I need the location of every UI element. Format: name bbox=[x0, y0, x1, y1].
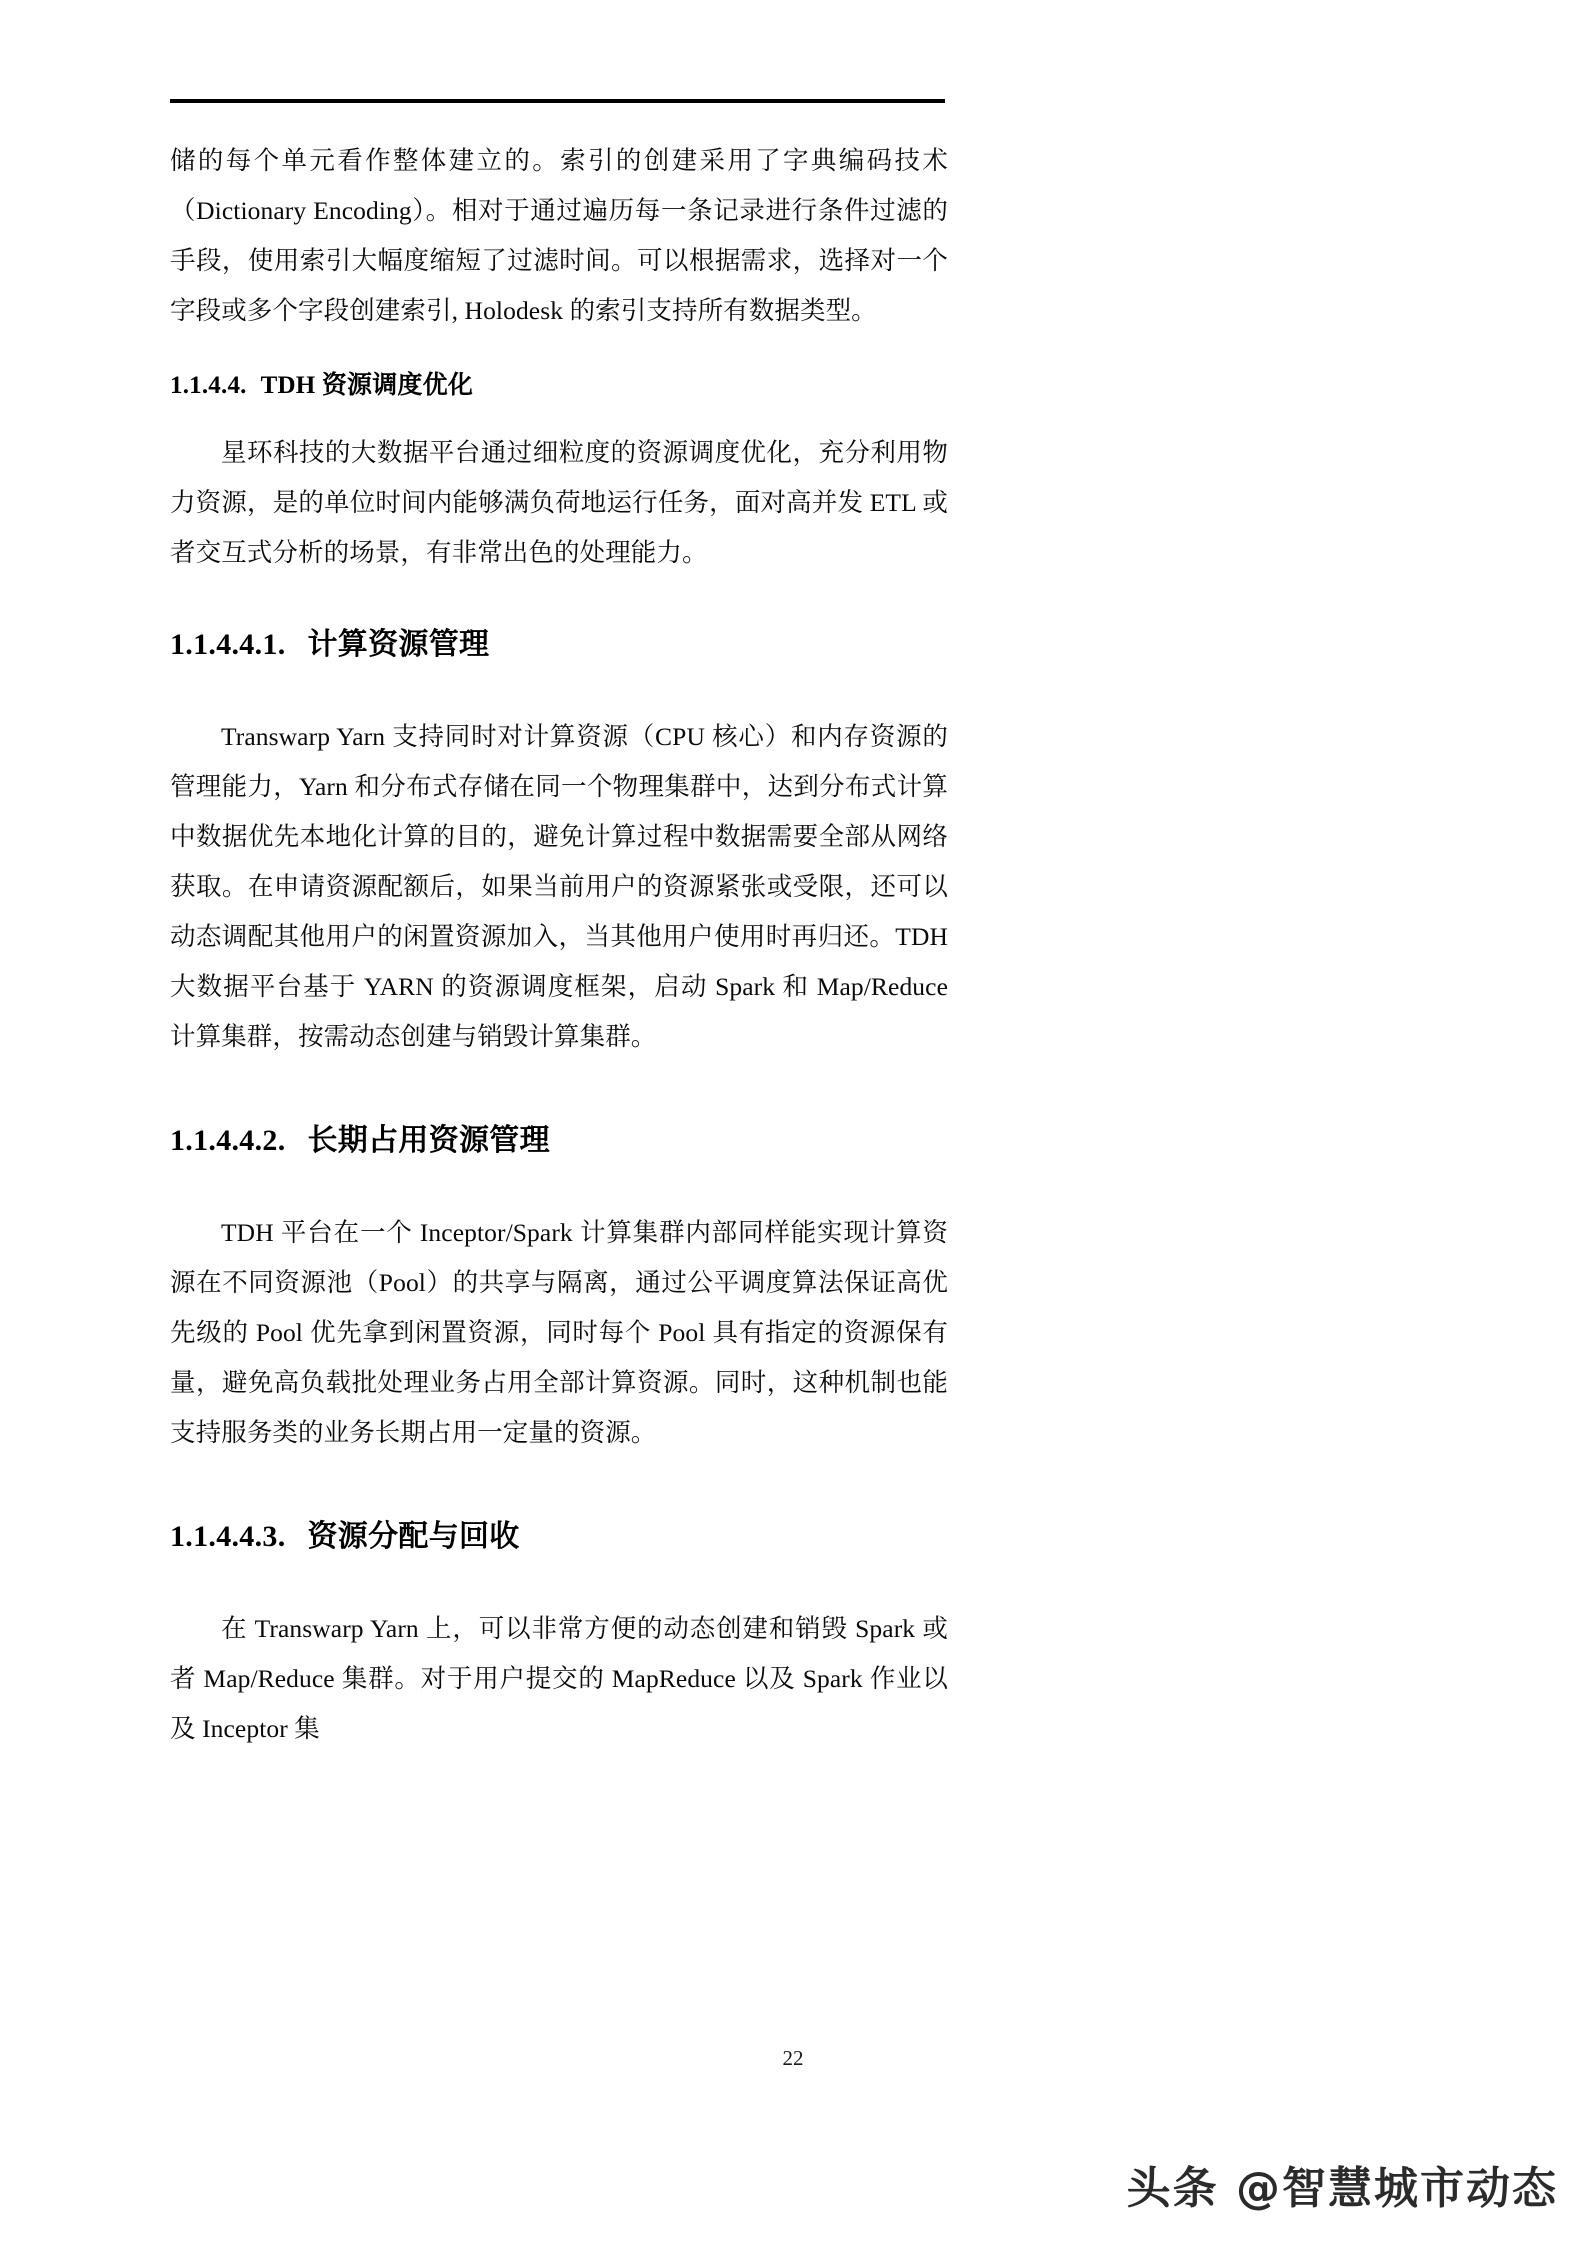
text-column bbox=[170, 136, 948, 1754]
spacer bbox=[170, 1560, 948, 1604]
heading-1-1-4-4-1 bbox=[170, 622, 948, 668]
heading-1-1-4-4-1-title: 计算资源管理 bbox=[307, 628, 490, 661]
heading-1-1-4-4-3 bbox=[170, 1514, 948, 1560]
heading-1-1-4-4-2-number: 1.1.4.4.2. bbox=[170, 1124, 286, 1157]
heading-1-1-4-4 bbox=[170, 366, 948, 406]
heading-1-1-4-4-3-number: 1.1.4.4.3. bbox=[170, 1520, 286, 1553]
header-rule-divider bbox=[170, 99, 945, 103]
watermark: 头条 @智慧城市动态 bbox=[1126, 2163, 1558, 2214]
paragraph-1-1-4-4: 星环科技的大数据平台通过细粒度的资源调度优化，充分利用物力资源，是的单位时间内能够满负荷地运行任务，面对高并发 ETL 或者交互式分析的场景，有非常出色的处理能力。 bbox=[170, 438, 948, 567]
spacer bbox=[170, 668, 948, 712]
spacer bbox=[170, 406, 948, 428]
heading-1-1-4-4-2-title: 长期占用资源管理 bbox=[307, 1124, 550, 1157]
spacer bbox=[170, 1164, 948, 1208]
paragraph-intro: 储的每个单元看作整体建立的。索引的创建采用了字典编码技术（Dictionary Encoding）。相对于通过遍历每一条记录进行条件过滤的手段，使用索引大幅度缩短了过滤时间。可以根据需求，选择对一个字段或多个字段创建索引, Holodesk 的索引支持所有数据类型。 bbox=[170, 146, 948, 325]
paragraph-1-1-4-4-3: 在 Transwarp Yarn 上，可以非常方便的动态创建和销毁 Spark 或者 Map/Reduce 集群。对于用户提交的 MapReduce 以及 Spark 作业以及 Inceptor 集 bbox=[170, 1614, 948, 1743]
heading-1-1-4-4-3-title: 资源分配与回收 bbox=[307, 1520, 520, 1553]
paragraph-1-1-4-4-1: Transwarp Yarn 支持同时对计算资源（CPU 核心）和内存资源的管理能力，Yarn 和分布式存储在同一个物理集群中，达到分布式计算中数据优先本地化计算的目的，避免计算过程中数据需要全部从网络获取。在申请资源配额后，如果当前用户的资源紧张或受限，还可以动态调配其他用户的闲置资源加入，当其他用户使用时再归还。TDH 大数据平台基于 YARN 的资源调度框架，启动 Spark 和 Map/Reduce 计算集群，按需动态创建与销毁计算集群。 bbox=[170, 722, 948, 1051]
spacer bbox=[170, 336, 948, 366]
spacer bbox=[170, 578, 948, 622]
paragraph-1-1-4-4-2: TDH 平台在一个 Inceptor/Spark 计算集群内部同样能实现计算资源在不同资源池（Pool）的共享与隔离，通过公平调度算法保证高优先级的 Pool 优先拿到闲置资源，同时每个 Pool 具有指定的资源保有量，避免高负载批处理业务占用全部计算资源。同时，这种机制也能支持服务类的业务长期占用一定量的资源。 bbox=[170, 1218, 948, 1447]
page-number: 22 bbox=[782, 2046, 804, 2070]
spacer bbox=[170, 1458, 948, 1514]
heading-1-1-4-4-1-number: 1.1.4.4.1. bbox=[170, 628, 286, 661]
spacer bbox=[170, 1062, 948, 1118]
heading-1-1-4-4-2 bbox=[170, 1118, 948, 1164]
heading-1-1-4-4-number: 1.1.4.4. bbox=[170, 372, 247, 399]
heading-1-1-4-4-title: TDH 资源调度优化 bbox=[260, 372, 474, 399]
